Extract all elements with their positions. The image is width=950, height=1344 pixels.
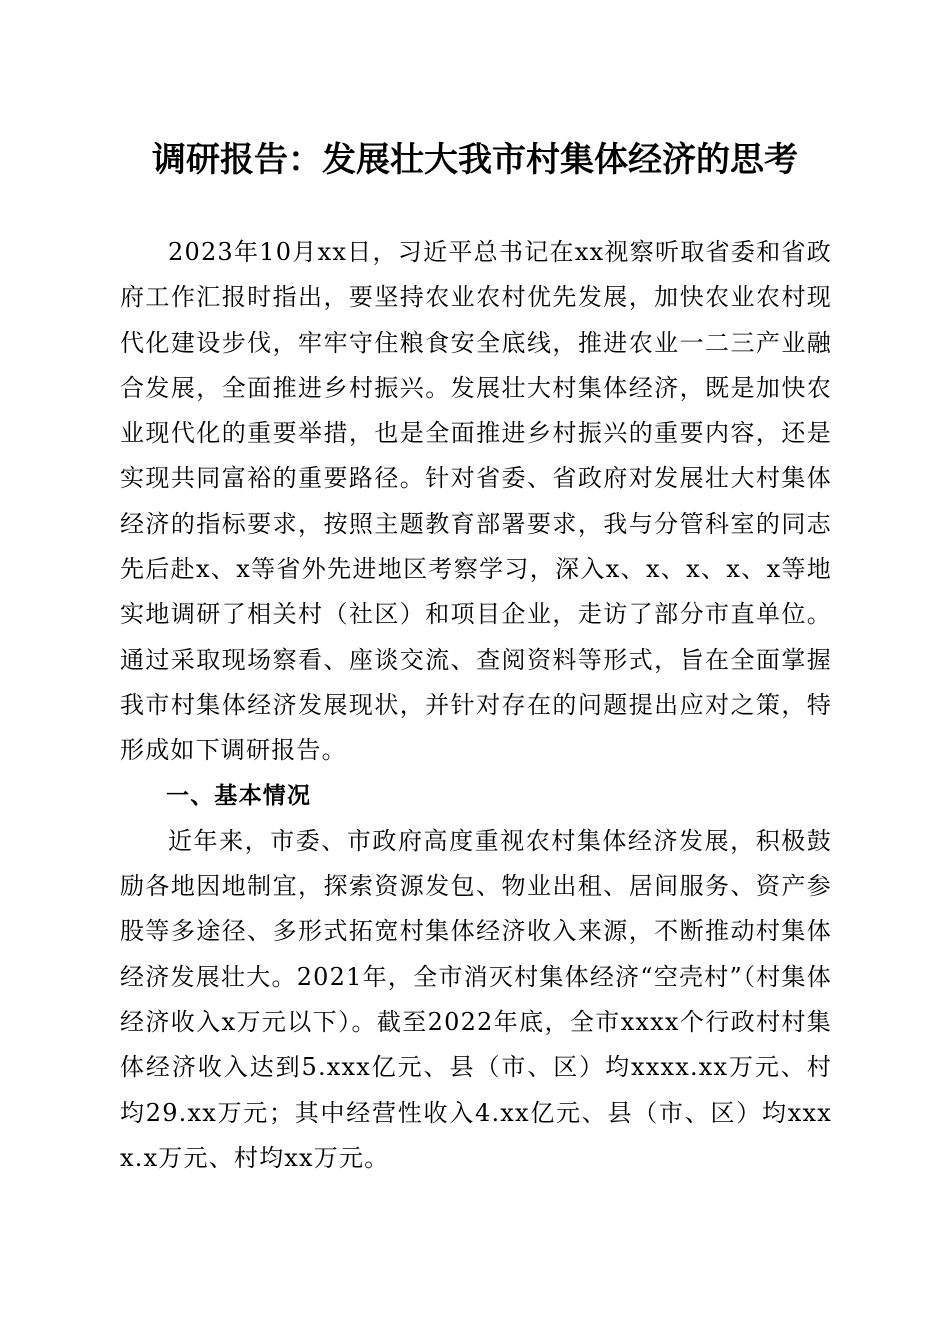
document-title: 调研报告：发展壮大我市村集体经济的思考 bbox=[152, 140, 798, 180]
basic-situation-paragraph: 近年来，市委、市政府高度重视农村集体经济发展，积极鼓励各地因地制宜，探索资源发包、物业出租、居间服务、资产参股等多途径、多形式拓宽村集体经济收入来源，不断推动村集体经济发展壮大。2021年，全市消灭村集体经济“空壳村”（村集体经济收入x万元以下）。截至2022年底，全市xxxx个行政村村集体经济收入达到5.xxx亿元、县（市、区）均xxxx.xx万元、村均29.xx万元；其中经营性收入4.xx亿元、县（市、区）均xxxx.x万元、村均xx万元。 bbox=[120, 826, 832, 1172]
section-heading-basic-situation: 一、基本情况 bbox=[166, 782, 312, 809]
intro-paragraph: 2023年10月xx日，习近平总书记在xx视察听取省委和省政府工作汇报时指出，要坚持农业农村优先发展，加快农业农村现代化建设步伐，牢牢守住粮食安全底线，推进农业一二三产业融合发展，全面推进乡村振兴。发展壮大村集体经济，既是加快农业现代化的重要举措，也是全面推进乡村振兴的重要内容，还是实现共同富裕的重要路径。针对省委、省政府对发展壮大村集体经济的指标要求，按照主题教育部署要求，我与分管科室的同志先后赴x、x等省外先进地区考察学习，深入x、x、x、x、x等地实地调研了相关村（社区）和项目企业，走访了部分市直单位。通过采取现场察看、座谈交流、查阅资料等形式，旨在全面掌握我市村集体经济发展现状，并针对存在的问题提出应对之策，特形成如下调研报告。 bbox=[120, 238, 832, 765]
document-body bbox=[120, 230, 832, 1181]
